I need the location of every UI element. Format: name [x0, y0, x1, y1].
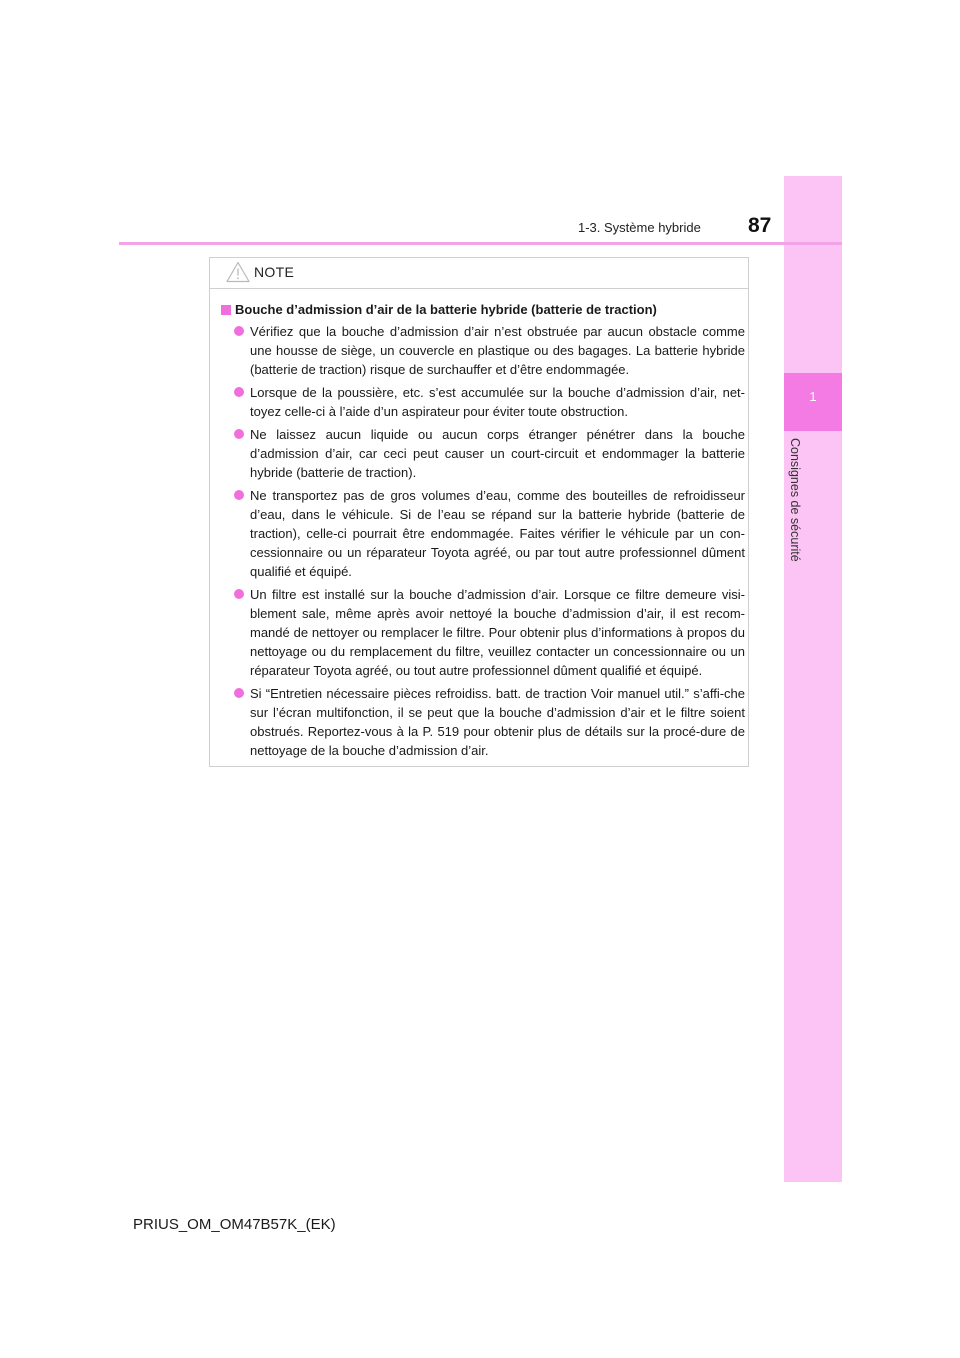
note-box: [209, 257, 749, 767]
note-bullet: [217, 425, 745, 482]
square-bullet-icon: [221, 305, 231, 315]
note-bullet-text: Ne transportez pas de gros volumes d’eau, comme des bouteilles de refroidisseur d’eau, dans le véhicule. Si de l’eau se répand sur la batterie hybride (batterie de traction), celle-ci pourrait être endommagée. Faites vérifier le véhicule par un con-cessionnaire ou un réparateur Toyota agréé, ou par tout autre professionnel dûment qualifié et équipé.: [250, 488, 745, 579]
side-band: [784, 176, 842, 1182]
round-bullet-icon: [234, 429, 244, 439]
section-title: 1-3. Système hybride: [578, 220, 701, 235]
note-bullet: [217, 684, 745, 760]
note-bullet: [217, 322, 745, 379]
note-bullet-text: Vérifiez que la bouche d’admission d’air n’est obstruée par aucun obstacle comme une housse de siège, un couvercle en plastique ou des bagages. La batterie hybride (batterie de traction) risque de surchauffer et d’être endommagée.: [250, 324, 745, 377]
note-body: [217, 301, 745, 764]
round-bullet-icon: [234, 490, 244, 500]
header-rule: [119, 242, 842, 245]
round-bullet-icon: [234, 387, 244, 397]
note-bullet-text: Lorsque de la poussière, etc. s’est accumulée sur la bouche d’admission d’air, net-toyez celle-ci à l’aide d’un aspirateur pour éviter toute obstruction.: [250, 385, 745, 419]
note-bullet-text: Si “Entretien nécessaire pièces refroidiss. batt. de traction Voir manuel util.” s’affi-che sur l’écran multifonction, il se peut que la bouche d’admission d’air et le filtre soient obstrués. Reportez-vous à la P. 519 pour obtenir plus de détails sur la procé-dure de nettoyage de la bouche d’admission d’air.: [250, 686, 745, 758]
warning-triangle-icon: [226, 261, 250, 283]
document-code: PRIUS_OM_OM47B57K_(EK): [133, 1216, 336, 1233]
note-heading-text: Bouche d’admission d’air de la batterie hybride (batterie de traction): [235, 302, 657, 317]
note-bullet: [217, 585, 745, 680]
note-bullet-text: Ne laissez aucun liquide ou aucun corps étranger pénétrer dans la bouche d’admission d’air, car ceci peut causer un court-circuit et endommager la batterie hybride (batterie de traction).: [250, 427, 745, 480]
note-bullet: [217, 383, 745, 421]
note-header: [210, 258, 748, 289]
note-bullet: [217, 486, 745, 581]
chapter-label: Consignes de sécurité: [788, 438, 802, 562]
round-bullet-icon: [234, 589, 244, 599]
round-bullet-icon: [234, 326, 244, 336]
chapter-tab-number: 1: [809, 389, 817, 404]
page-number: 87: [748, 214, 772, 237]
note-title: NOTE: [254, 264, 295, 280]
note-heading: [217, 301, 745, 319]
note-bullet-text: Un filtre est installé sur la bouche d’admission d’air. Lorsque ce filtre demeure visi-blement sale, même après avoir nettoyé la bouche d’admission d’air, il est recom-mandé de nettoyer ou remplacer le filtre. Pour obtenir plus d’informations à propos du nettoyage ou du remplacement du filtre, veuillez contacter un concessionnaire ou un réparateur Toyota agréé, ou tout autre professionnel dûment qualifié et équipé.: [250, 587, 745, 678]
round-bullet-icon: [234, 688, 244, 698]
chapter-label-wrapper: [788, 438, 804, 578]
